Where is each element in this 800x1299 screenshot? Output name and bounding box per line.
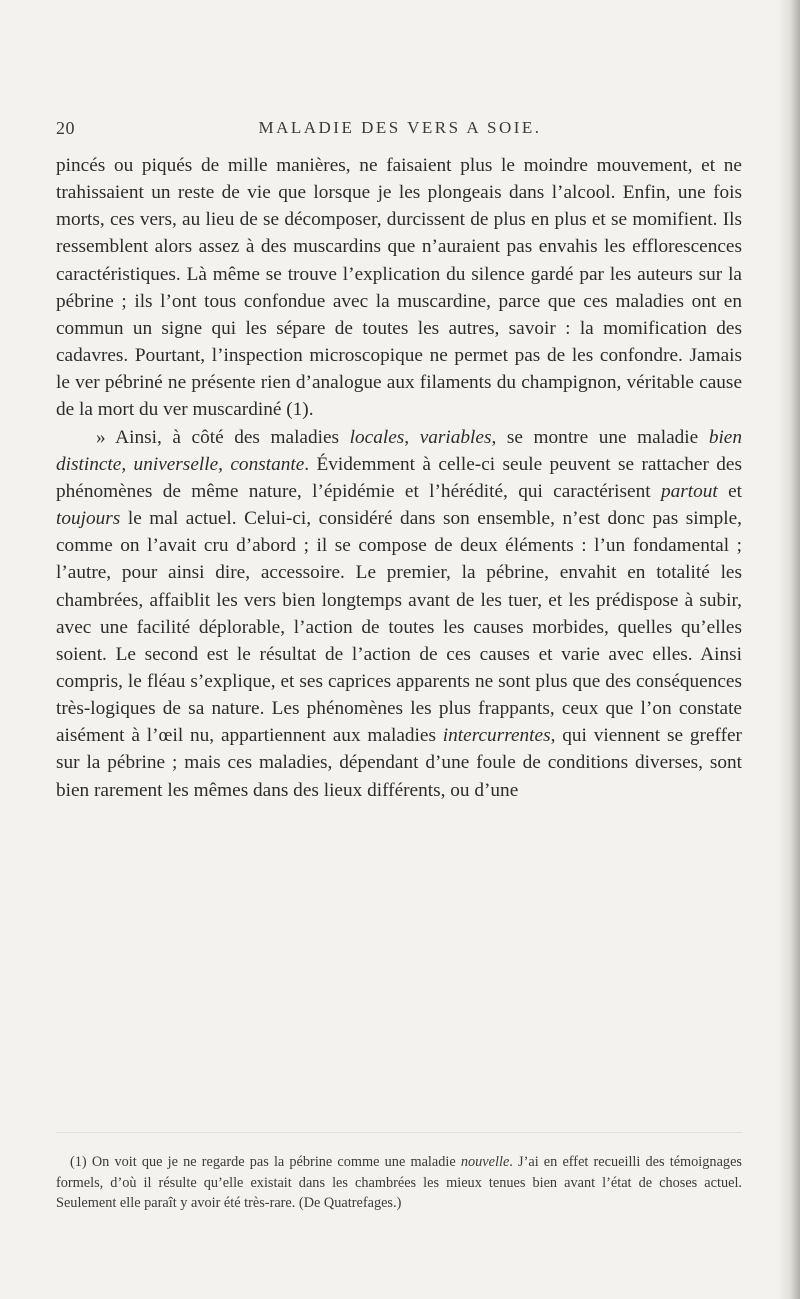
italic-text: intercurrentes	[442, 725, 551, 747]
italic-text: bien distincte, universelle, constante	[56, 426, 743, 475]
page-number: 20	[56, 118, 75, 138]
italic-text: locales	[349, 426, 405, 448]
paragraph	[56, 152, 742, 424]
text-run: (1) On voit que je ne regarde pas la pébrine comme une maladie	[70, 1154, 461, 1170]
text-run: et	[717, 480, 742, 502]
running-title: MALADIE DES VERS A SOIE.	[258, 118, 542, 137]
text-run: le mal actuel. Celui-ci, considéré dans son ensemble, n’est donc pas simple, comme on l’avait cru d’abord ; il se compose de deux éléments : l’un fondamental ; l’autre, pour ainsi dire, accessoire. Le premier, la pébrine, envahit en totalité les chambrées, affaiblit les vers bien longtemps avant de les tuer, et les prédispose à subir, avec une facilité déplorable, l’action de toutes les causes morbides, quelles qu’elles soient. Le second est le résultat de l’action de ces causes et varie avec elles. Ainsi compris, le fléau s’explique, et ses caprices apparents ne sont plus que des conséquences très-logiques de sa nature. Les phénomènes les plus frappants, ceux que l’on constate aisément à l’œil nu, appartiennent aux maladies	[56, 508, 742, 747]
italic-text: variables	[419, 426, 492, 448]
italic-text: toujours	[56, 508, 121, 530]
text-run: pincés ou piqués de mille manières, ne faisaient plus le moindre mouvement, et ne trahissaient un reste de vie que lorsque je les plongeais dans l’alcool. Enfin, une fois morts, ces vers, au lieu de se décomposer, durcissent de plus en plus et se momifient. Ils ressemblent alors assez à des muscardins que n’auraient pas envahis les efflorescences caractéristiques. Là même se trouve l’explication du silence gardé par les auteurs sur la pébrine ; ils l’ont tous confondue avec la muscardine, parce que ces maladies ont en commun un signe qui les sépare de toutes les autres, savoir : la momification des cadavres. Pourtant, l’inspection microscopique ne permet pas de les confondre. Jamais le ver pébriné ne présente rien d’analogue aux filaments du champignon, véritable cause de la mort du ver muscardiné (1).	[56, 155, 742, 421]
page-edge-shadow	[778, 0, 800, 1299]
text-run: , qui viennent se greffer sur la pébrine ; mais ces maladies, dépendant d’une foule de conditions diverses, sont bien rarement les mêmes dans des lieux différents, ou d’une	[56, 725, 742, 801]
body-text	[56, 152, 742, 804]
text-run: . Évidemment à celle-ci seule peuvent se rattacher des phénomènes de même nature, l’épidémie et l’hérédité, qui caractérisent	[56, 453, 742, 502]
text-run: , se montre une maladie	[491, 426, 709, 448]
footnote	[56, 1152, 742, 1214]
text-run: » Ainsi, à côté des maladies	[96, 426, 350, 448]
italic-text: nouvelle	[460, 1154, 510, 1170]
footnote-separator	[56, 1132, 742, 1133]
page-header	[56, 118, 744, 148]
text-run: . J’ai en effet recueilli des témoignages formels, d’où il résulte qu’elle existait dans les chambrées les mieux tenues bien avant l’état de choses actuel. Seulement elle paraît y avoir été très-rare. (De Quatrefages.)	[56, 1154, 742, 1211]
paragraph	[56, 424, 742, 804]
text-run: ,	[404, 426, 420, 448]
footnote-paragraph	[56, 1152, 742, 1214]
italic-text: partout	[660, 480, 718, 502]
